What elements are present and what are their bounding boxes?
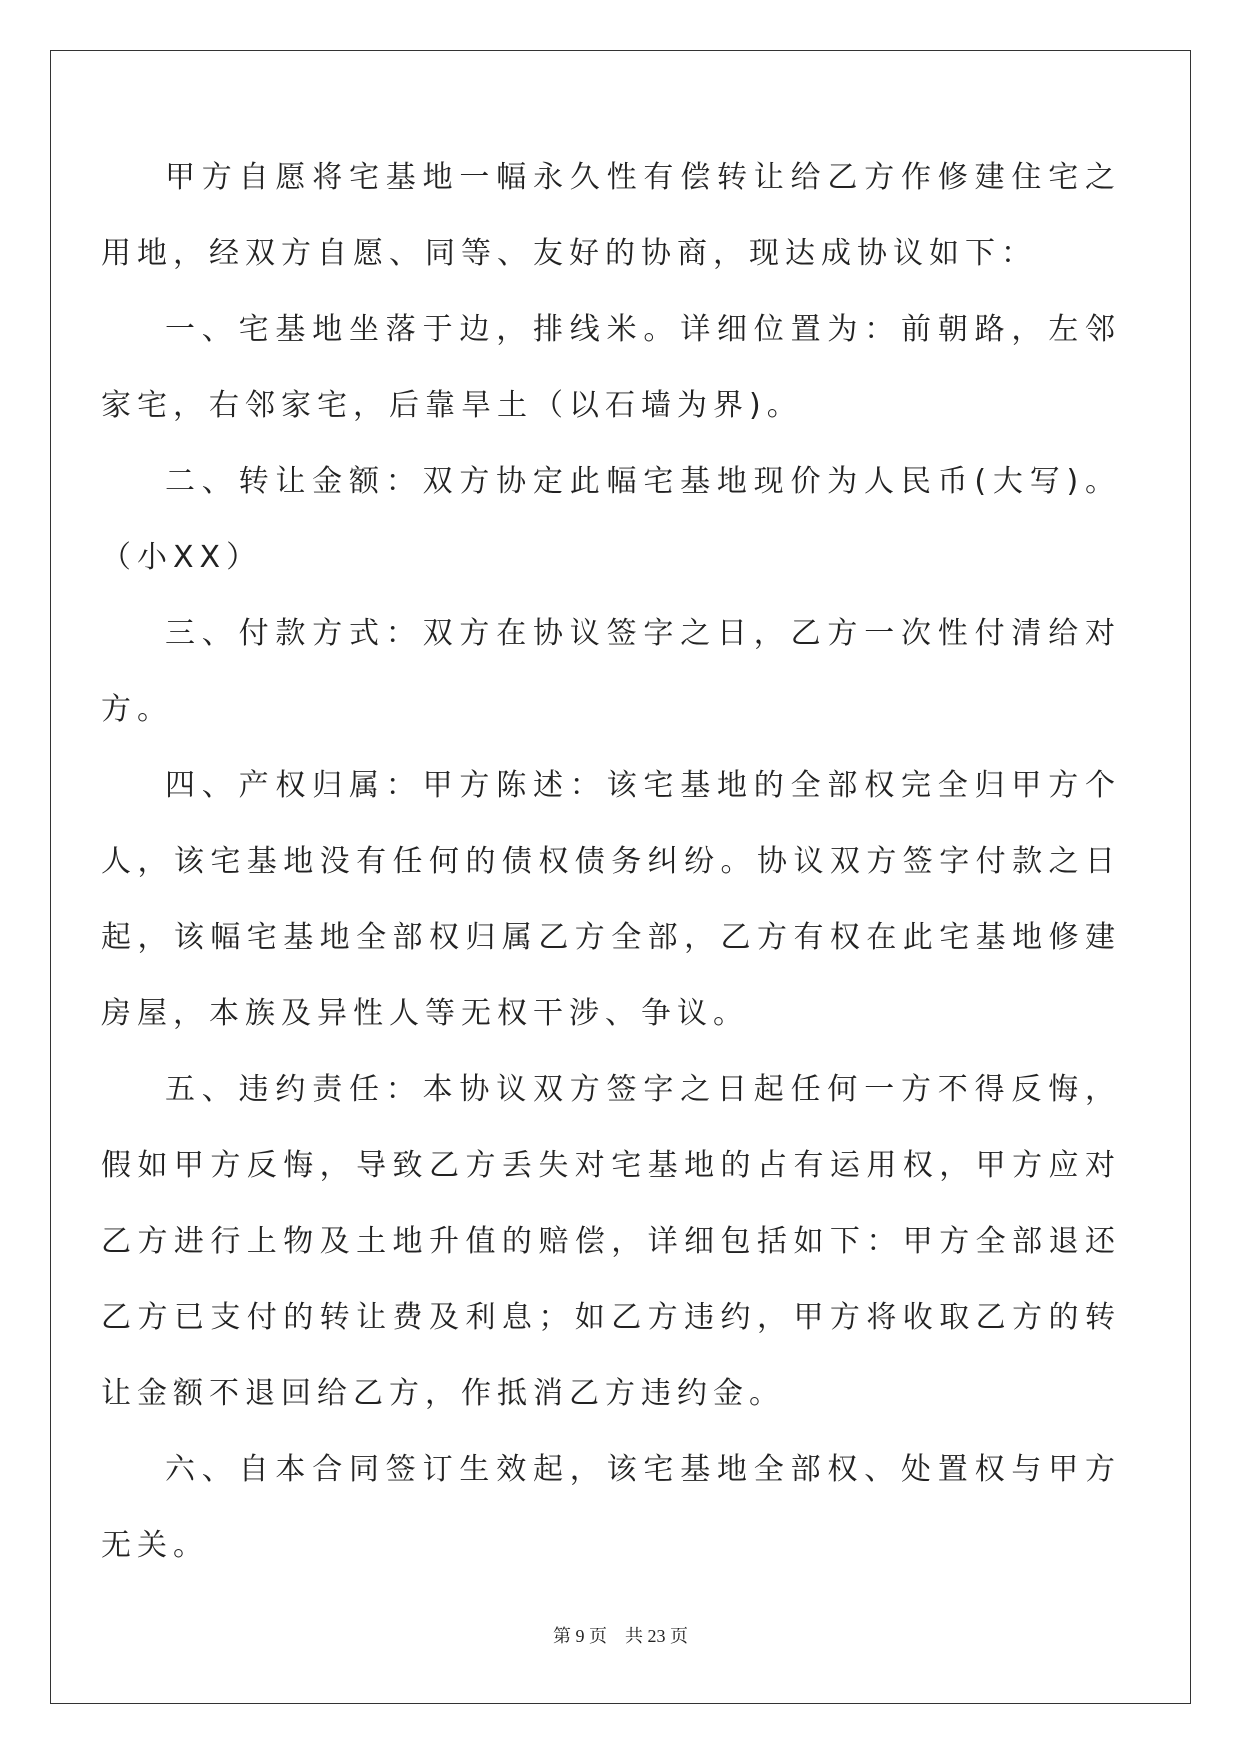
paragraph-clause-5-breach: 五、违约责任：本协议双方签字之日起任何一方不得反悔，假如甲方反悔，导致乙方丢失对宅基地的占有运用权，甲方应对乙方进行上物及土地升值的赔偿，详细包括如下：甲方全部退还乙方已支付的转让费及利息；如乙方违约，甲方将收取乙方的转让金额不退回给乙方，作抵消乙方违约金。 [101,1072,1121,1411]
page-footer [0,1622,1241,1648]
paragraph-clause-2-amount: 二、转让金额：双方协定此幅宅基地现价为人民币(大写)。（小XX） [101,464,1121,575]
paragraph-clause-4-ownership: 四、产权归属：甲方陈述：该宅基地的全部权完全归甲方个人，该宅基地没有任何的债权债务纠纷。协议双方签字付款之日起，该幅宅基地全部权归属乙方全部，乙方有权在此宅基地修建房屋，本族及异性人等无权干涉、争议。 [101,768,1121,1031]
paragraph-intro: 甲方自愿将宅基地一幅永久性有偿转让给乙方作修建住宅之用地，经双方自愿、同等、友好的协商，现达成协议如下： [101,160,1121,271]
document-body [101,140,1121,1584]
paragraph-clause-6-effective: 六、自本合同签订生效起，该宅基地全部权、处置权与甲方无关。 [101,1452,1121,1563]
paragraph-clause-1-location: 一、宅基地坐落于边，排线米。详细位置为：前朝路，左邻家宅，右邻家宅，后靠旱土（以石墙为界)。 [101,312,1121,423]
page-number: 第 9 页 共 23 页 [553,1626,688,1646]
paragraph-clause-3-payment: 三、付款方式：双方在协议签字之日，乙方一次性付清给对方。 [101,616,1121,727]
